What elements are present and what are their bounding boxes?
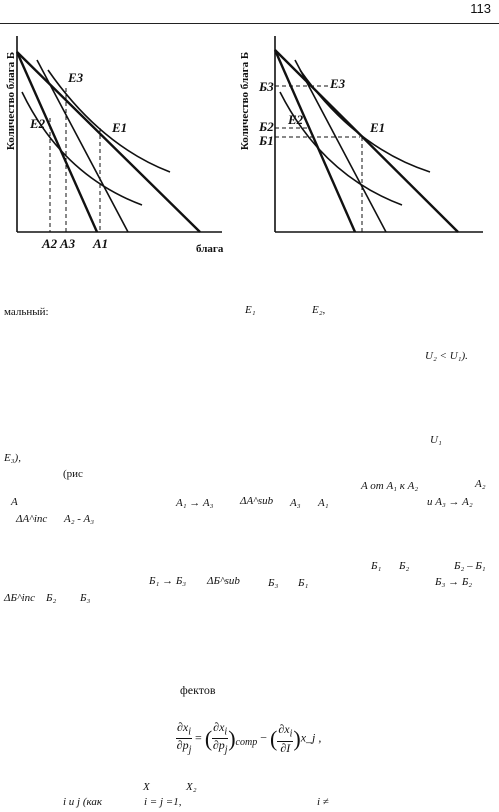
formula-term2: $\frac{\partial x_i}{\partial I}$ [278,722,293,755]
right-indifference-curve-u1 [300,70,430,172]
text-l1-c: E₂, [312,304,326,316]
left-point-e2: E2 [30,116,46,131]
left-budget-line-1 [17,52,200,232]
text-l7-b: A₂ - A₃ [64,513,95,525]
text-l7-a: ΔA^inc [16,513,48,525]
text-l8-a: Б₁ [371,560,382,572]
left-point-e1: E1 [112,120,128,135]
right-tick-b2: Б2 [259,119,274,134]
left-point-e3: E3 [68,70,84,85]
text-l3-a: U₁ [430,434,442,446]
left-y-axis-label: Количество блага Б [5,51,17,151]
text-l9-c: Б₃ [268,577,279,589]
text-l5-c: A₂ [475,478,486,490]
formula-comp-subscript: comp [235,737,258,749]
text-l6-c: ΔA^sub [240,495,274,507]
right-tick-b3: Б3 [259,79,274,94]
right-tick-b1: Б1 [259,133,274,148]
right-point-e1: E1 [370,120,386,135]
text-l12-b: X₂ [186,781,197,793]
text-l9-a: Б₁ → Б₃ [149,575,187,587]
text-l13-c: i ≠ [317,796,329,808]
text-l6-a: A [11,496,18,508]
right-point-e3: E3 [330,76,346,91]
text-l13-a: i и j (как [63,796,103,808]
text-l13-b: i = j =1, [144,796,182,808]
formula-lhs: $\frac{\partial x_i}{\partial p_j}$ [176,720,192,756]
text-l12-a: X [143,781,150,793]
text-l1-a: мальный: [4,306,49,318]
text-l1-b: E₁ [245,304,256,316]
text-l10-a: ΔБ^inc [4,592,36,604]
text-l9-d: Б₁ [298,577,309,589]
formula-tail: x_j , [300,730,322,745]
left-budget-line-2 [17,52,97,232]
text-l9-e: Б₃ → Б₂ [435,576,473,588]
text-l2: U₂ < U₁). [425,350,468,362]
left-tick-a2: A2 [42,236,58,251]
text-l6-f: и A₃ → A₂ [427,496,473,508]
page-number: 113 [470,1,491,16]
text-l11: фектов [180,683,216,697]
text-l6-b: A₁ → A₃ [176,497,214,509]
text-l4: E₃), [4,452,21,464]
formula-term1: $\frac{\partial x_i}{\partial p_j}$ [212,720,228,756]
right-point-e2: E2 [288,112,304,127]
slutsky-formula: $\frac{\partial x_i}{\partial p_j}$ = ( $\frac{\partial x_i}{\partial p_j}$ )$_{comp}$ − ( $\frac{\partial x_i}{\partial I}$ )x_j , [176,720,322,756]
right-budget-line-1 [275,50,458,232]
text-l6-d: A₃ [290,497,301,509]
left-x-axis-label: блага [196,243,224,255]
left-tick-a3: A3 [60,236,76,251]
text-l5-a: (рис [63,468,83,480]
left-tick-a1: A1 [93,236,109,251]
text-l5-b: A от A₁ к A₂ [361,480,419,492]
right-y-axis-label: Количество блага Б [239,51,251,151]
text-l10-b: Б₂ [46,592,57,604]
text-l10-c: Б₃ [80,592,91,604]
text-l9-b: ΔБ^sub [207,575,240,587]
text-l8-c: Б₂ – Б₁ [454,560,486,572]
text-l6-e: A₁ [318,497,329,509]
text-l8-b: Б₂ [399,560,410,572]
